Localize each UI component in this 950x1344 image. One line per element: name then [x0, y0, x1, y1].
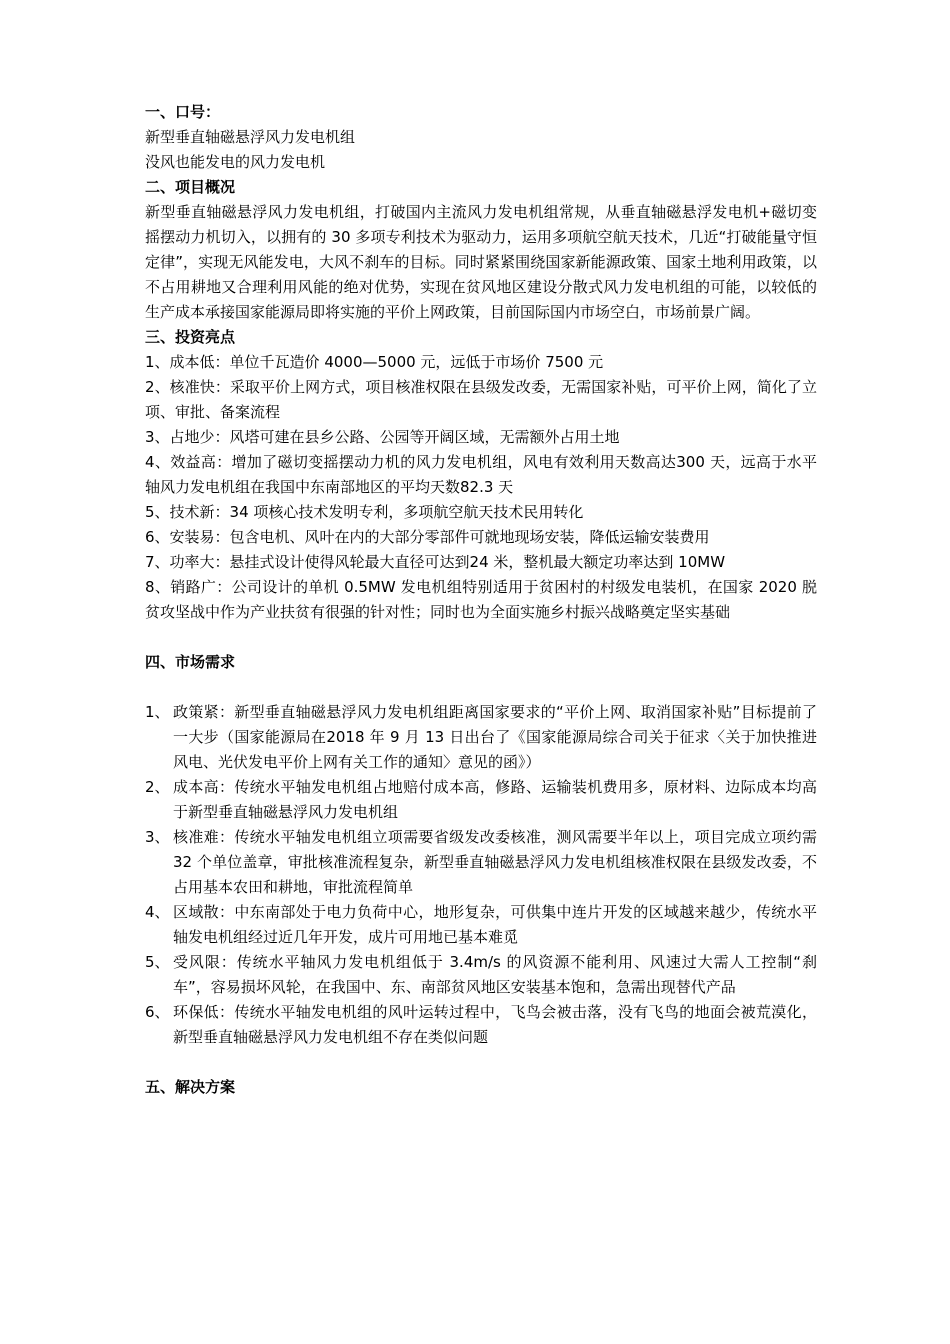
solution-heading: 五、解决方案 — [145, 1078, 236, 1096]
list-item — [145, 775, 817, 825]
slogan-heading: 一、口号： — [145, 103, 221, 121]
list-item — [145, 950, 817, 1000]
list-item — [145, 1000, 817, 1050]
section-spacer — [145, 625, 817, 650]
list-text: 政策紧：新型垂直轴磁悬浮风力发电机组距离国家要求的“平价上网、取消国家补贴”目标提前了一大步（国家能源局在2018 年 9 月 13 日出台了《国家能源局综合司关于征求〈关于加快推进风电、光伏发电平价上网有关工作的通知〉意见的函》） — [173, 703, 817, 771]
document-page — [145, 100, 817, 1100]
slogan-line: 新型垂直轴磁悬浮风力发电机组 — [145, 128, 356, 146]
slogan-line: 没风也能发电的风力发电机 — [145, 153, 326, 171]
list-text: 受风限：传统水平轴风力发电机组低于 3.4m/s 的风资源不能利用、风速过大需人工控制“刹车”，容易损坏风轮，在我国中、东、南部贫风地区安装基本饱和，急需出现替代产品 — [173, 953, 817, 996]
list-text: 区域散：中东南部处于电力负荷中心，地形复杂，可供集中连片开发的区域越来越少，传统水平轴发电机组经过近几年开发，成片可用地已基本难觅 — [173, 903, 817, 946]
list-number: 4、 — [145, 903, 170, 921]
highlight-item: 4、效益高：增加了磁切变摇摆动力机的风力发电机组，风电有效利用天数高达300 天，远高于水平轴风力发电机组在我国中东南部地区的平均天数82.3 天 — [145, 453, 817, 496]
highlights-heading: 三、投资亮点 — [145, 328, 236, 346]
list-number: 1、 — [145, 703, 170, 721]
highlight-item: 6、安装易：包含电机、风叶在内的大部分零部件可就地现场安装，降低运输安装费用 — [145, 528, 710, 546]
list-number: 3、 — [145, 828, 170, 846]
list-number: 5、 — [145, 953, 170, 971]
list-item — [145, 700, 817, 775]
section-spacer — [145, 1050, 817, 1075]
section-spacer — [145, 675, 817, 700]
highlight-item: 7、功率大：悬挂式设计使得风轮最大直径可达到24 米，整机最大额定功率达到 10MW — [145, 553, 726, 571]
highlight-item: 3、占地少：风塔可建在县乡公路、公园等开阔区域，无需额外占用土地 — [145, 428, 620, 446]
overview-paragraph: 新型垂直轴磁悬浮风力发电机组，打破国内主流风力发电机组常规，从垂直轴磁悬浮发电机+磁切变摇摆动力机切入，以拥有的 30 多项专利技术为驱动力，运用多项航空航天技术，几近“打破能量守恒定律”，实现无风能发电，大风不刹车的目标。同时紧紧围绕国家新能源政策、国家土地利用政策，以不占用耕地又合理利用风能的绝对优势，实现在贫风地区建设分散式风力发电机组的可能，以较低的生产成本承接国家能源局即将实施的平价上网政策，目前国际国内市场空白，市场前景广阔。 — [145, 203, 817, 321]
overview-heading: 二、项目概况 — [145, 178, 236, 196]
highlight-item: 1、成本低：单位千瓦造价 4000—5000 元，远低于市场价 7500 元 — [145, 353, 604, 371]
highlight-item: 2、核准快：采取平价上网方式，项目核准权限在县级发改委，无需国家补贴，可平价上网，简化了立项、审批、备案流程 — [145, 378, 817, 421]
list-number: 2、 — [145, 778, 170, 796]
list-text: 成本高：传统水平轴发电机组占地赔付成本高，修路、运输装机费用多，原材料、边际成本均高于新型垂直轴磁悬浮风力发电机组 — [173, 778, 817, 821]
list-text: 核准难：传统水平轴发电机组立项需要省级发改委核准，测风需要半年以上，项目完成立项约需 32 个单位盖章，审批核准流程复杂，新型垂直轴磁悬浮风力发电机组核准权限在县级发改委，不占用基本农田和耕地，审批流程简单 — [173, 828, 817, 896]
highlight-item: 8、销路广：公司设计的单机 0.5MW 发电机组特别适用于贫困村的村级发电装机，在国家 2020 脱贫攻坚战中作为产业扶贫有很强的针对性；同时也为全面实施乡村振兴战略奠定坚实基础 — [145, 578, 817, 621]
market-heading: 四、市场需求 — [145, 653, 236, 671]
market-list — [145, 700, 817, 1050]
list-text: 环保低：传统水平轴发电机组的风叶运转过程中，飞鸟会被击落，没有飞鸟的地面会被荒漠化，新型垂直轴磁悬浮风力发电机组不存在类似问题 — [173, 1003, 817, 1046]
list-item — [145, 900, 817, 950]
list-number: 6、 — [145, 1003, 170, 1021]
highlight-item: 5、技术新：34 项核心技术发明专利，多项航空航天技术民用转化 — [145, 503, 584, 521]
list-item — [145, 825, 817, 900]
